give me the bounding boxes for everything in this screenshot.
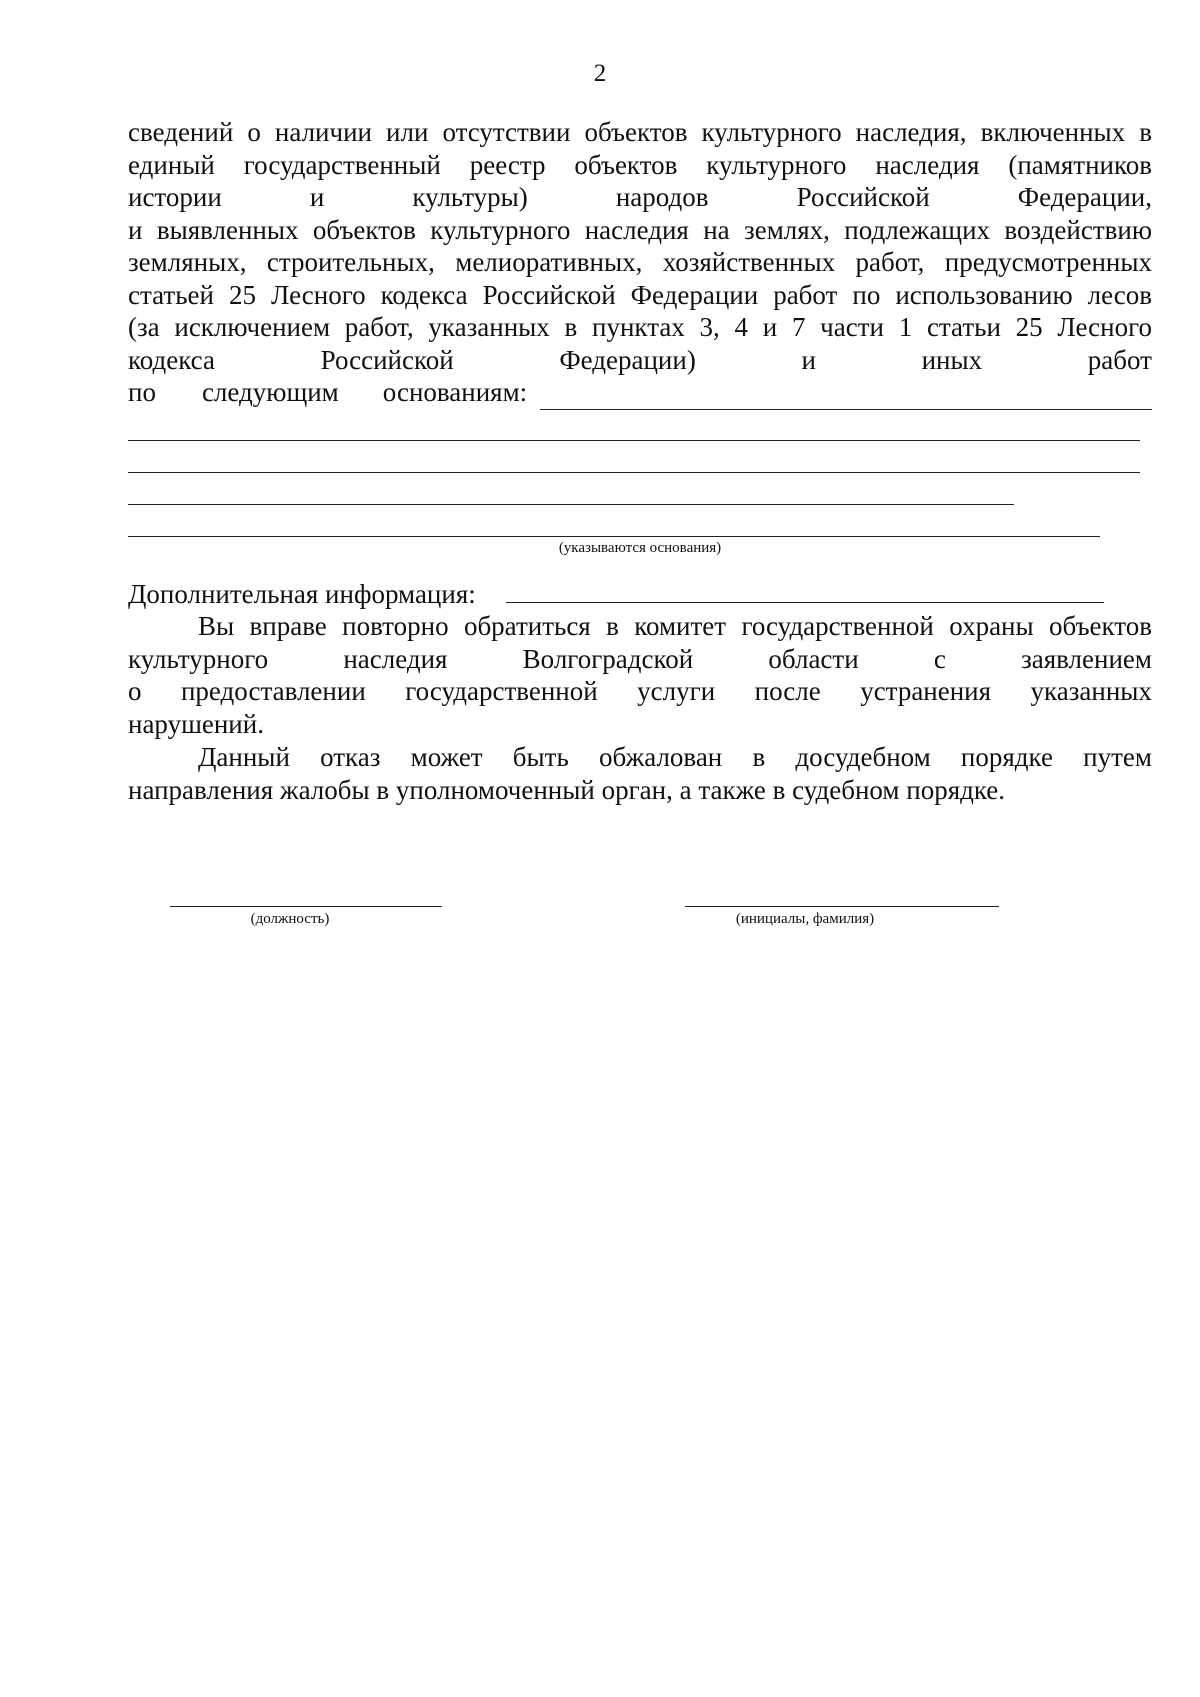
word: народов: [615, 182, 709, 212]
word: и: [801, 344, 816, 375]
word: Российской: [320, 344, 454, 375]
appeal-line-2: направления жалобы в уполномоченный орган, а также в судебном порядке.: [128, 774, 1006, 805]
word: и: [309, 182, 325, 212]
word: государственной: [405, 676, 598, 706]
word: следующим: [201, 377, 339, 407]
word: основаниям:: [382, 377, 528, 407]
body-paragraph: [128, 116, 1152, 409]
grounds-line-1[interactable]: [540, 409, 1152, 410]
reapply-paragraph: [128, 610, 1152, 740]
word: Федерации,: [1017, 182, 1152, 212]
additional-info-row: [128, 578, 1152, 611]
body-line-7: (за исключением работ, указанных в пунктах 3, 4 и 7 части 1 статьи 25 Лесного: [128, 312, 1152, 342]
body-line-2: единый государственный реестр объектов культурного наследия (памятников: [128, 149, 1152, 180]
body-line-4: и выявленных объектов культурного наследия на землях, подлежащих воздействию: [128, 214, 1152, 245]
word: кодекса: [128, 344, 215, 375]
appeal-line-1: Данный отказ может быть обжалован в досудебном порядке путем: [198, 742, 1152, 772]
word: по: [128, 377, 156, 407]
word: о: [128, 676, 142, 706]
word: Российской: [796, 182, 930, 212]
name-signature-line[interactable]: [685, 906, 999, 907]
grounds-line-4[interactable]: [128, 504, 1014, 505]
word: услуги: [637, 676, 716, 706]
body-line-9: [128, 376, 1152, 409]
reapply-line-1: Вы вправе повторно обратиться в комитет государственной охраны объектов: [198, 611, 1152, 641]
word: указанных: [1030, 676, 1152, 706]
word: истории: [128, 182, 222, 212]
word: после: [754, 676, 821, 706]
grounds-line-5[interactable]: [128, 536, 1100, 537]
additional-info-field[interactable]: [506, 602, 1104, 603]
reapply-line-4: нарушений.: [128, 708, 264, 739]
appeal-paragraph: [128, 741, 1152, 806]
page-number: 2: [593, 60, 607, 87]
name-caption: (инициалы, фамилия): [735, 911, 875, 927]
reapply-line-3: [128, 675, 1152, 708]
word: предоставлении: [180, 676, 366, 706]
word: с: [933, 643, 946, 674]
word: устранения: [860, 676, 992, 706]
body-line-1: сведений о наличии или отсутствии объектов культурного наследия, включенных в: [128, 117, 1152, 147]
word: наследия: [343, 643, 448, 674]
body-line-8: [128, 344, 1152, 377]
word: области: [768, 643, 859, 674]
grounds-line-2[interactable]: [128, 440, 1140, 441]
word: Волгоградской: [522, 643, 694, 674]
reapply-line-2: [128, 643, 1152, 676]
word: иных: [921, 344, 983, 375]
word: культуры): [412, 182, 528, 212]
body-line-5: земляных, строительных, мелиоративных, хозяйственных работ, предусмотренных: [128, 247, 1152, 277]
word: Федерации): [559, 344, 696, 375]
position-signature-line[interactable]: [170, 906, 442, 907]
word: заявлением: [1021, 643, 1152, 674]
position-caption: (должность): [250, 911, 330, 927]
additional-info-label: Дополнительная информация:: [128, 579, 476, 609]
word: культурного: [128, 643, 269, 674]
body-line-6: статьей 25 Лесного кодекса Российской Федерации работ по использованию лесов: [128, 279, 1152, 310]
grounds-line-3[interactable]: [128, 472, 1140, 473]
body-line-3: [128, 181, 1152, 214]
word: работ: [1087, 344, 1152, 375]
grounds-caption: (указываются основания): [558, 540, 722, 556]
